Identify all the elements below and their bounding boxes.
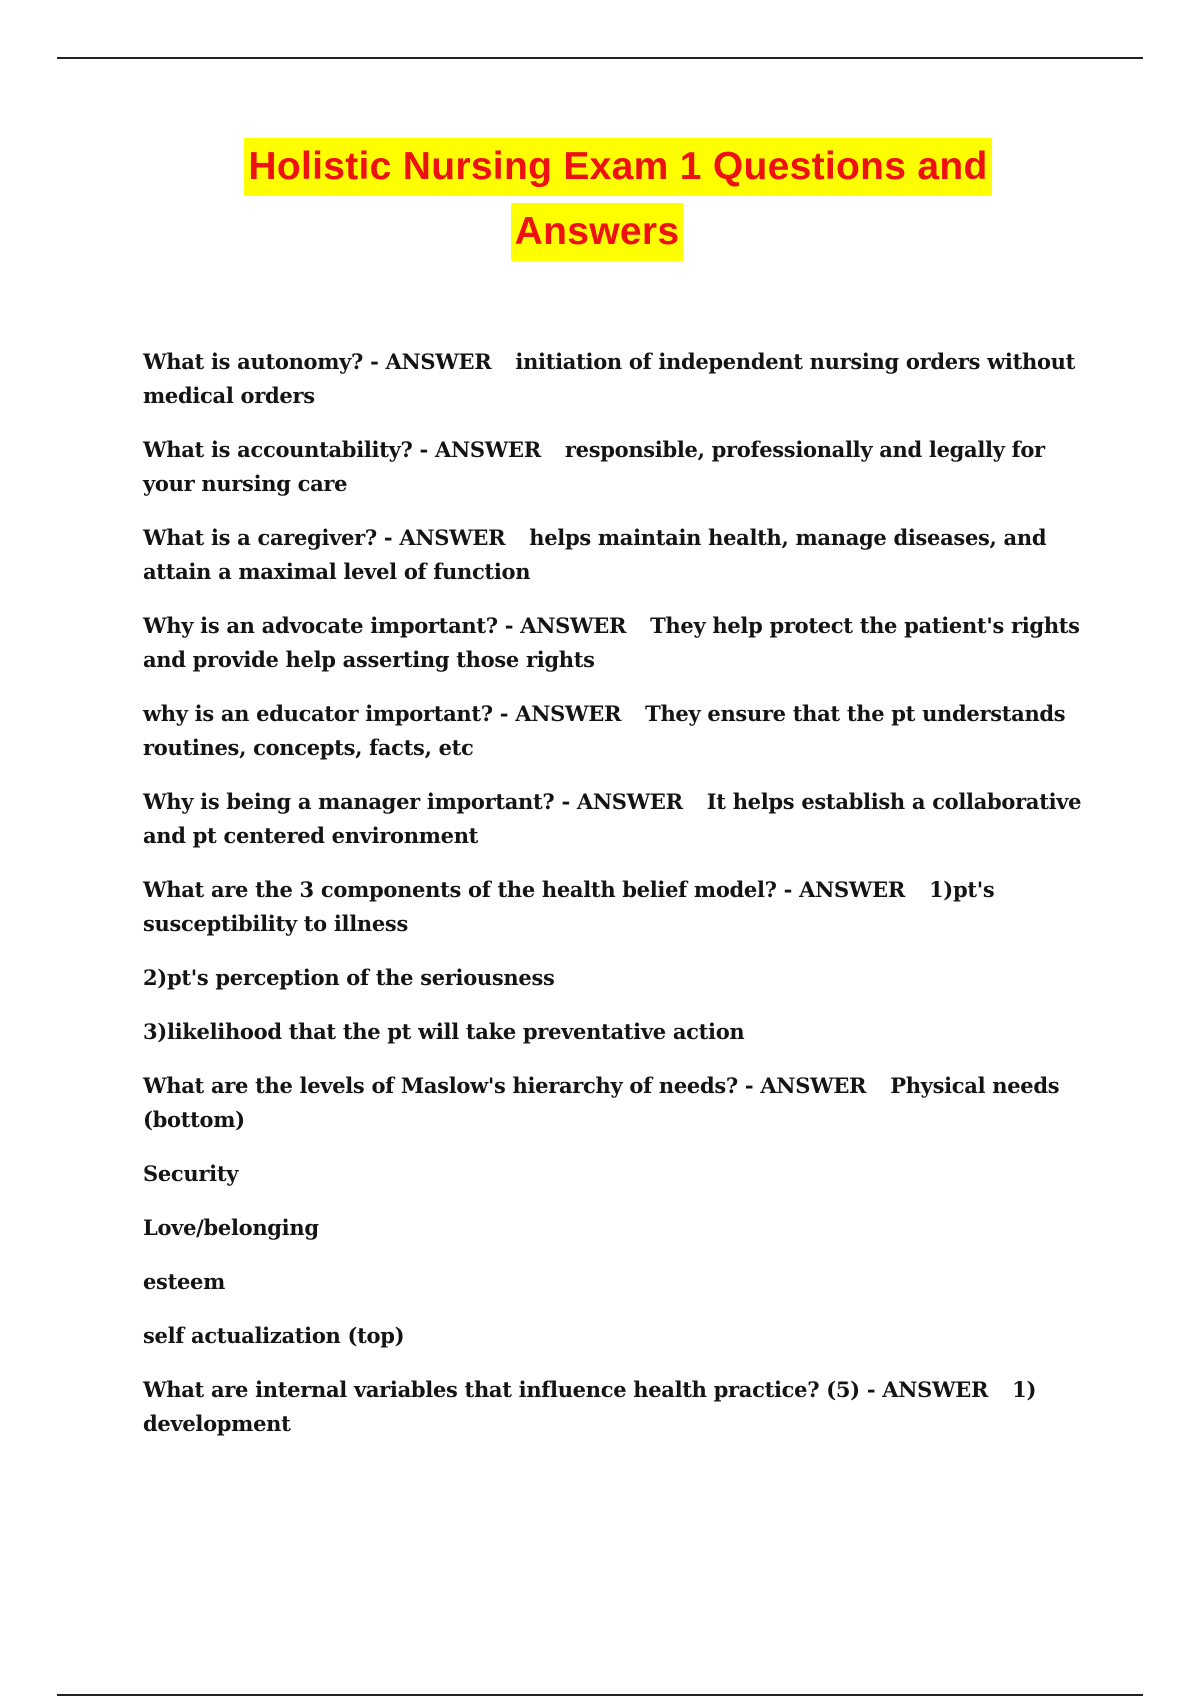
answer-text: 1)pt's susceptibility to illness (143, 877, 995, 936)
answer-continuation: 3)likelihood that the pt will take preventative action (143, 1019, 745, 1044)
answer-continuation: Love/belonging (143, 1215, 319, 1240)
title-line-2: Answers (511, 203, 684, 261)
answer-text: initiation of independent nursing orders without medical orders (143, 349, 1076, 408)
qa-item (143, 785, 1093, 853)
question-text: Why is being a manager important? - ANSWER (143, 789, 683, 814)
answer-continuation: self actualization (top) (143, 1323, 405, 1348)
question-text: What is accountability? - ANSWER (143, 437, 541, 462)
answer-continuation: Security (143, 1161, 239, 1186)
qa-item (143, 609, 1093, 677)
document-title (0, 138, 1200, 268)
question-text: why is an educator important? - ANSWER (143, 701, 622, 726)
qa-item (143, 433, 1093, 501)
question-text: What are the levels of Maslow's hierarchy of needs? - ANSWER (143, 1073, 867, 1098)
question-text: What are the 3 components of the health belief model? - ANSWER (143, 877, 905, 902)
question-text: What are internal variables that influence health practice? (5) - ANSWER (143, 1377, 989, 1402)
question-text: What is a caregiver? - ANSWER (143, 525, 506, 550)
question-text: What is autonomy? - ANSWER (143, 349, 492, 374)
answer-text: Physical needs (bottom) (143, 1073, 1060, 1132)
answer-text: It helps establish a collaborative and pt centered environment (143, 789, 1082, 848)
qa-item (143, 521, 1093, 589)
answer-text: They help protect the patient's rights and provide help asserting those rights (143, 613, 1080, 672)
answer-text: They ensure that the pt understands routines, concepts, facts, etc (143, 701, 1066, 760)
question-text: Why is an advocate important? - ANSWER (143, 613, 627, 638)
qa-item (143, 345, 1093, 413)
qa-list (143, 345, 1093, 1461)
answer-text: 1) development (143, 1377, 1037, 1436)
qa-item (143, 873, 1093, 941)
qa-item (143, 697, 1093, 765)
answer-text: responsible, professionally and legally for your nursing care (143, 437, 1045, 496)
qa-item (143, 1373, 1093, 1441)
answer-continuation: esteem (143, 1269, 226, 1294)
title-line-1: Holistic Nursing Exam 1 Questions and (244, 138, 991, 196)
bottom-rule (57, 1694, 1143, 1696)
answer-continuation: 2)pt's perception of the seriousness (143, 965, 555, 990)
qa-item (143, 1069, 1093, 1137)
top-rule (57, 57, 1143, 59)
answer-text: helps maintain health, manage diseases, and attain a maximal level of function (143, 525, 1047, 584)
